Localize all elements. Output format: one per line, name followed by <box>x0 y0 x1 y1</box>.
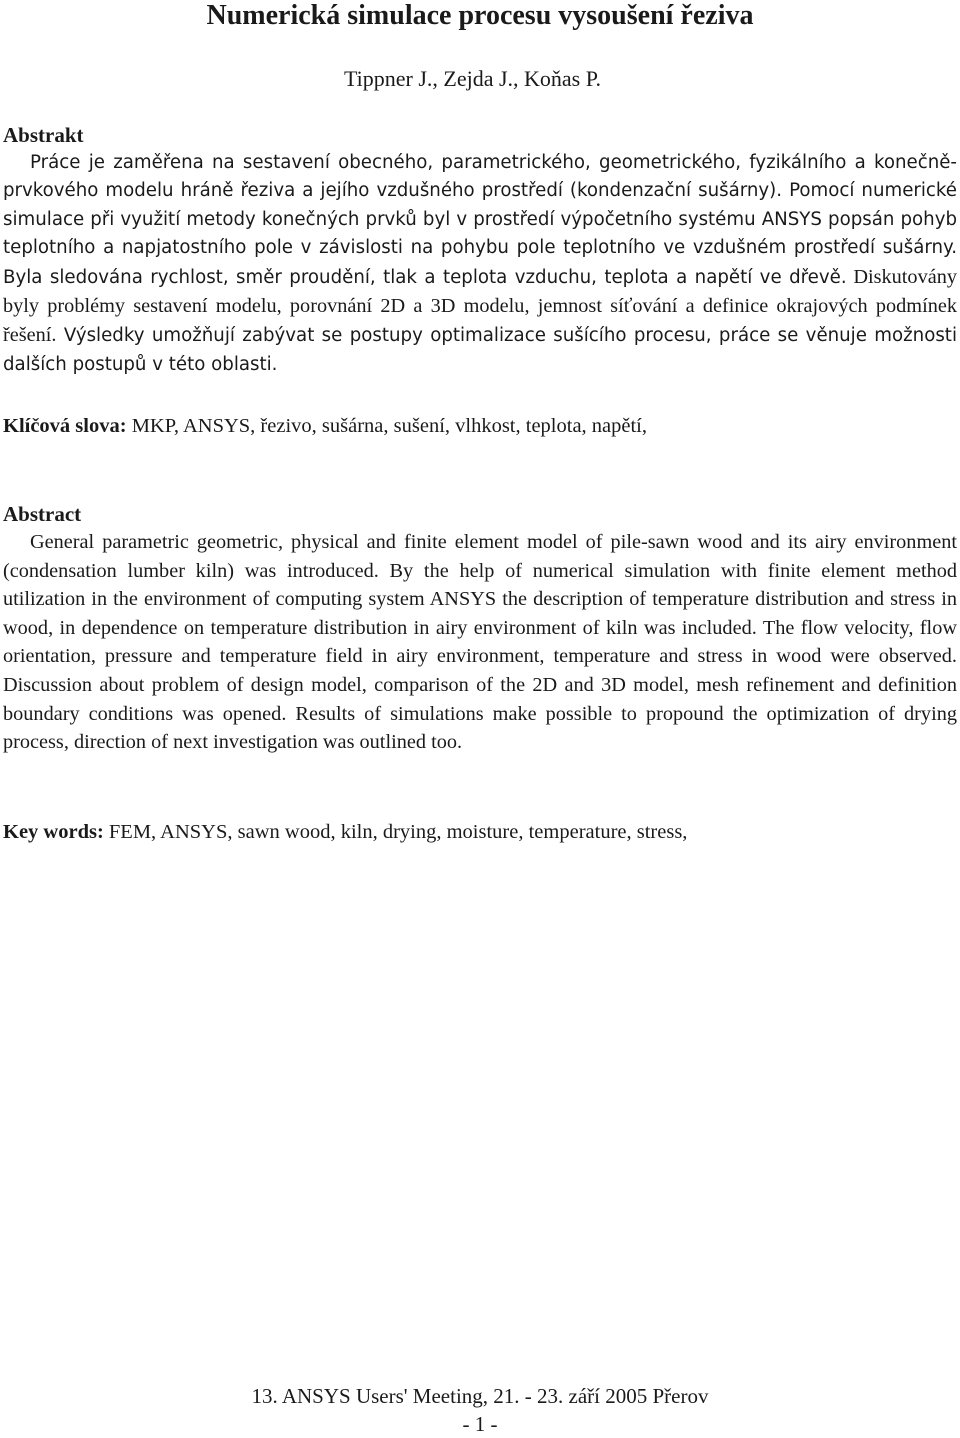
page-number: - 1 - <box>462 1412 498 1436</box>
abstrakt-sentence-1: Práce je zaměřena na sestavení obecného, parametrického, geometrického, fyzikálního a konečně-prvkového modelu hráně řeziva a jejího vzdušného prostředí (kondenzační sušárny). Pomocí numerické simulace při využití metody konečných prvků byl v prostředí výpočetního systému ANSYS popsán pohyb teplotního a napjatostního pole v závislosti na pohybu pole teplotního ve vzdušném prostředí sušárny. Byla sledována rychlost, směr proudění, tlak a teplota vzduchu, teplota a napětí ve dřevě. <box>3 152 957 288</box>
abstrakt-heading: Abstrakt <box>3 123 84 147</box>
key-words-label: Key words: <box>3 821 104 843</box>
abstract-sentence-3: The flow velocity, flow orientation, pressure and temperature field in airy environment, temperature and stress in wood were observed. Discussion about problem of design model, comparison of the 2D and 3D model, mesh refinement and definition boundary conditions was opened. Results of simulations make possible to propound the optimization of drying process, direction of next investigation was outlined too. <box>3 616 957 754</box>
key-words-section <box>3 818 957 846</box>
key-words-value: FEM, ANSYS, sawn wood, kiln, drying, moisture, temperature, stress, <box>103 821 688 843</box>
key-words-line <box>3 818 957 846</box>
abstract-heading: Abstract <box>3 502 82 526</box>
paper-title: Numerická simulace procesu vysoušení řeziva <box>206 0 754 31</box>
klicova-slova-line <box>3 412 957 440</box>
abstrakt-section <box>3 121 957 379</box>
abstract-sentence-2: By the help of numerical simulation with finite element method utilization in the environment of computing system ANSYS the description of temperature distribution and stress in wood, in dependence on temperature distribution in airy environment of kiln was included. <box>3 559 957 639</box>
author-list: Tippner J., Zejda J., Koňas P. <box>343 66 602 91</box>
klicova-slova-label: Klíčová slova: <box>3 415 127 437</box>
klicova-slova-section <box>3 412 957 440</box>
footer-meeting: 13. ANSYS Users' Meeting, 21. - 23. září 2005 Přerov <box>251 1384 709 1408</box>
abstract-section <box>3 500 957 757</box>
abstrakt-sentence-3: Výsledky umožňují zabývat se postupy optimalizace sušícího procesu, práce se věnuje možnosti dalších postupů v této oblasti. <box>3 325 957 375</box>
abstrakt-paragraph <box>3 149 957 379</box>
abstract-sentence-1: General parametric geometric, physical and finite element model of pile-sawn wood and its airy environment (condensation lumber kiln) was introduced. <box>3 531 957 582</box>
klicova-slova-value: MKP, ANSYS, řezivo, sušárna, sušení, vlhkost, teplota, napětí, <box>126 415 648 437</box>
abstrakt-sentence-2: Diskutovány byly problémy sestavení modelu, porovnání 2D a 3D modelu, jemnost síťování a definice okrajových podmínek řešení. <box>3 265 957 347</box>
abstract-paragraph <box>3 528 957 757</box>
